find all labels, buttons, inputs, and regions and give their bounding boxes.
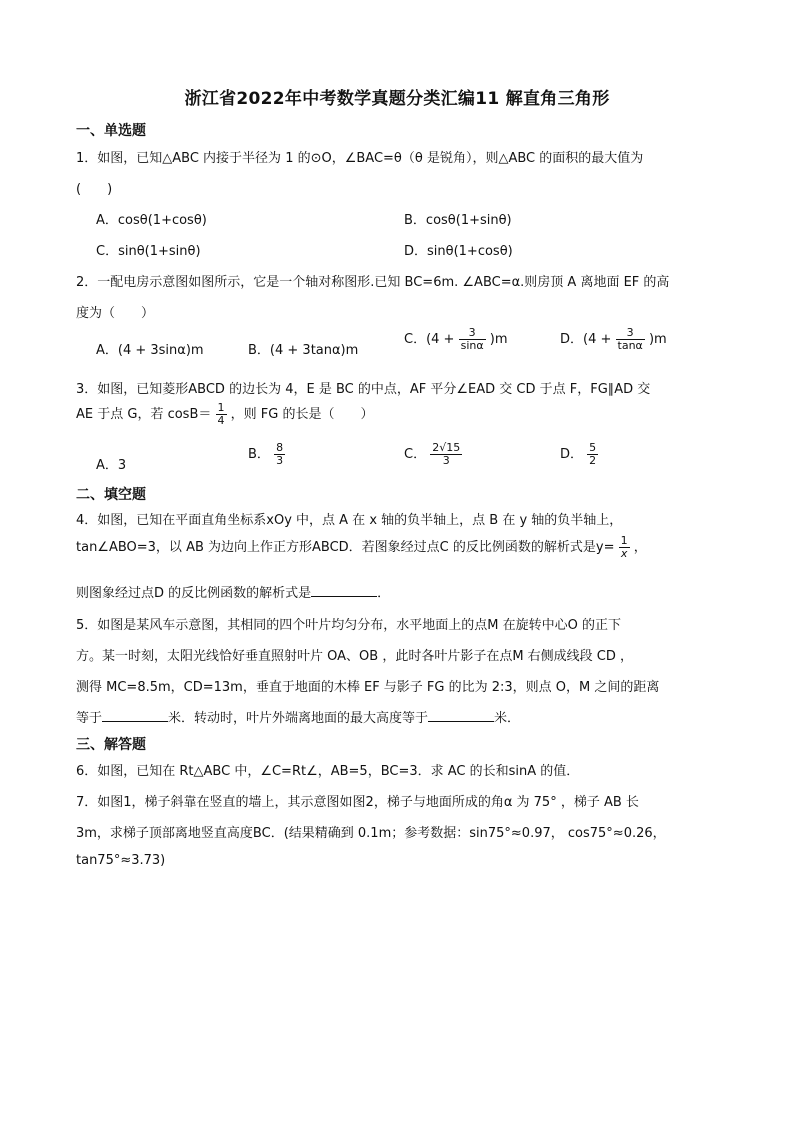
- question-7-text: 7．如图1，梯子斜靠在竖直的墙上，其示意图如图2，梯子与地面所成的角α 为 75° ，梯子 AB 长: [76, 795, 639, 810]
- question-3-text: 3．如图，已知菱形ABCD 的边长为 4，E 是 BC 的中点，AF 平分∠EAD 交 CD 于点 F，FG∥AD 交: [76, 382, 651, 397]
- question-4-answer-blank: [311, 585, 377, 597]
- section-heading-fill-in: 二、填空题: [76, 487, 146, 503]
- question-3-option-c: C． $\frac{2√15}{3}$: [404, 441, 461, 467]
- question-2-option-c: C．(4 + $\frac{3}{\sin\alpha}$ )m: [404, 326, 508, 352]
- question-4-text-cont: tan∠ABO=3，以 AB 为边向上作正方形ABCD．若图象经过点C 的反比例函数的解析式是y= $\frac{1}{x}$ ，: [76, 534, 647, 560]
- question-1-text: 1．如图，已知△ABC 内接于半径为 1 的⊙O，∠BAC=θ（θ 是锐角），则△ABC 的面积的最大值为: [76, 151, 644, 166]
- question-6-text: 6．如图，已知在 Rt△ABC 中，∠C=Rt∠，AB=5，BC=3．求 AC 的长和sinA 的值．: [76, 764, 580, 779]
- question-2-option-b: B．(4 + 3tanα)m: [248, 343, 359, 358]
- question-5-text: 5．如图是某风车示意图，其相同的四个叶片均匀分布，水平地面上的点M 在旋转中心O 的正下: [76, 618, 621, 633]
- question-2-text-cont: 度为（ ）: [76, 306, 155, 321]
- question-7-text-2: 3m，求梯子顶部离地竖直高度BC．(结果精确到 0.1m；参考数据：sin75°≈0.97， cos75°≈0.26，: [76, 826, 666, 841]
- question-5-text-3: 测得 MC=8.5m，CD=13m，垂直于地面的木棒 EF 与影子 FG 的比为 2:3，则点 O，M 之间的距离: [76, 680, 660, 695]
- question-1-option-d: D．sinθ(1+cosθ): [404, 244, 513, 259]
- question-5-text-4: 等于 米．转动时，叶片外端离地面的最大高度等于 米．: [76, 711, 521, 726]
- question-1-option-a: A．cosθ(1+cosθ): [96, 213, 207, 228]
- question-5-answer-blank-1: [102, 710, 168, 722]
- question-2-option-d: D．(4 + $\frac{3}{\tan\alpha}$ )m: [560, 326, 667, 352]
- question-3-option-d: D． $\frac{5}{2}$: [560, 441, 597, 467]
- question-3-option-b: B． $\frac{8}{3}$: [248, 441, 284, 467]
- document-title: 浙江省2022年中考数学真题分类汇编11 解直角三角形: [184, 89, 610, 109]
- question-2-text: 2．一配电房示意图如图所示，它是一个轴对称图形.已知 BC=6m. ∠ABC=α.则房顶 A 离地面 EF 的高: [76, 275, 670, 290]
- section-heading-answer: 三、解答题: [76, 737, 146, 753]
- question-4-text: 4．如图，已知在平面直角坐标系xOy 中，点 A 在 x 轴的负半轴上，点 B 在 y 轴的负半轴上，: [76, 513, 623, 528]
- question-3-option-a: A．3: [96, 458, 127, 473]
- question-4-text-end: 则图象经过点D 的反比例函数的解析式是 ．: [76, 586, 391, 601]
- question-5-answer-blank-2: [428, 710, 494, 722]
- section-heading-single-choice: 一、单选题: [76, 123, 146, 139]
- question-7-text-3: tan75°≈3.73): [76, 853, 166, 868]
- question-1-option-c: C．sinθ(1+sinθ): [96, 244, 201, 259]
- question-5-text-2: 方。某一时刻，太阳光线恰好垂直照射叶片 OA、OB ，此时各叶片影子在点M 右侧成线段 CD ，: [76, 649, 634, 664]
- question-3-text-cont: AE 于点 G，若 cosB＝ $\frac{1}{4}$ ，则 FG 的长是（ ）: [76, 401, 374, 427]
- question-1-paren: ( ): [76, 182, 113, 197]
- question-2-option-a: A．(4 + 3sinα)m: [96, 343, 204, 358]
- question-1-option-b: B．cosθ(1+sinθ): [404, 213, 512, 228]
